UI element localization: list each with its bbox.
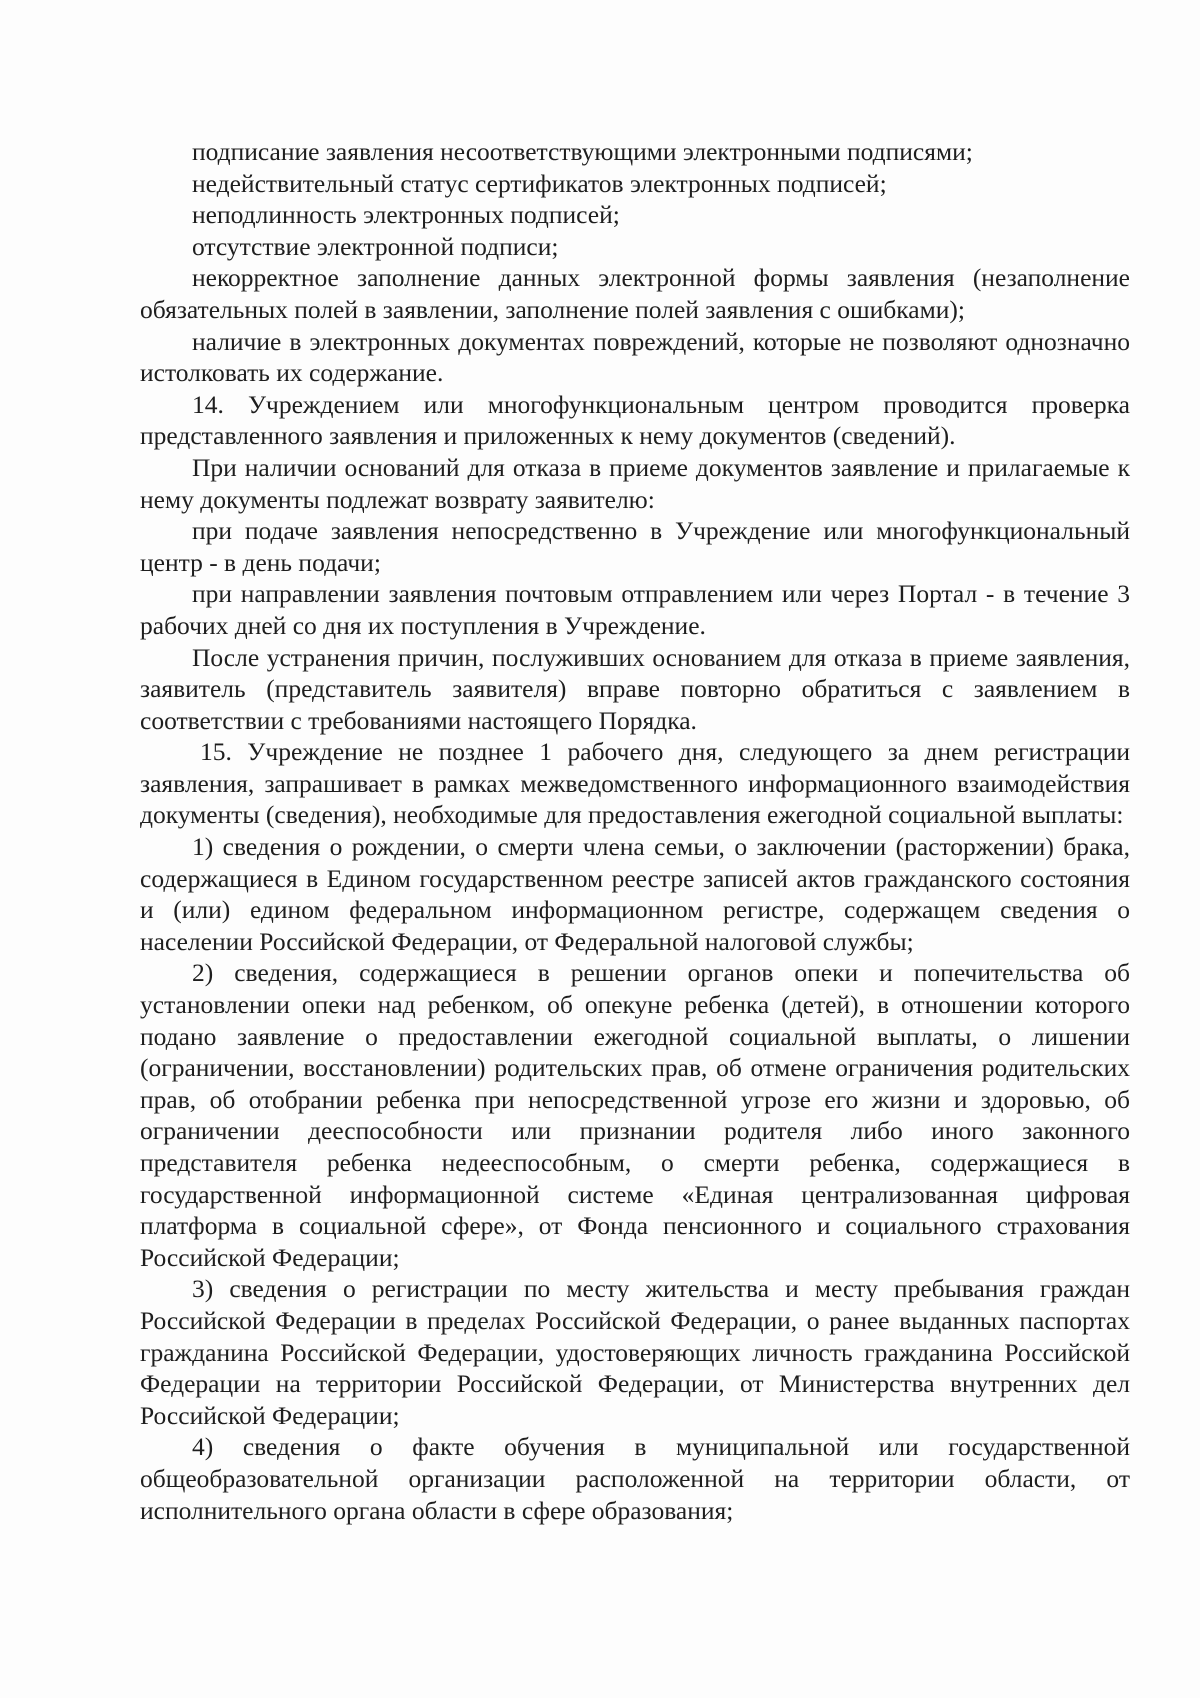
paragraph: наличие в электронных документах повреждений, которые не позволяют однозначно истолковать их содержание. (140, 326, 1130, 388)
paragraph: 14. Учреждением или многофункциональным центром проводится проверка представленного заявления и приложенных к нему документов (сведений). (140, 389, 1130, 451)
paragraph: 3) сведения о регистрации по месту жительства и месту пребывания граждан Российской Федерации в пределах Российской Федерации, о ранее выданных паспортах гражданина Российской Федерации, удостоверяющих личность гражданина Российской Федерации на территории Российской Федерации, от Министерства внутренних дел Российской Федерации; (140, 1274, 1130, 1430)
paragraph: отсутствие электронной подписи; (192, 231, 559, 261)
paragraph: 1) сведения о рождении, о смерти члена семьи, о заключении (расторжении) брака, содержащиеся в Едином государственном реестре записей актов гражданского состояния и (или) едином федеральном информационном регистре, содержащем сведения о населении Российской Федерации, от Федеральной налоговой службы; (140, 832, 1130, 956)
paragraph: подписание заявления несоответствующими электронными подписями; (192, 137, 973, 166)
paragraph: при направлении заявления почтовым отправлением или через Портал - в течение 3 рабочих дней со дня их поступления в Учреждение. (140, 579, 1130, 640)
paragraph: некорректное заполнение данных электронной формы заявления (незаполнение обязательных полей в заявлении, заполнение полей заявления с ошибками); (140, 263, 1130, 324)
paragraph: После устранения причин, послуживших основанием для отказа в приеме заявления, заявитель (представитель заявителя) вправе повторно обратиться с заявлением в соответствии с требованиями настоящего Порядка. (140, 642, 1130, 735)
paragraph: недействительный статус сертификатов электронных подписей; (192, 168, 887, 198)
paragraph: 4) сведения о факте обучения в муниципальной или государственной общеобразовательной организации расположенной на территории области, от исполнительного органа области в сфере образования; (140, 1432, 1130, 1525)
paragraph: 15. Учреждение не позднее 1 рабочего дня, следующего за днем регистрации заявления, запрашивает в рамках межведомственного информационного взаимодействия документы (сведения), необходимые для предоставления ежегодной социальной выплаты: (140, 737, 1130, 830)
paragraph: 2) сведения, содержащиеся в решении органов опеки и попечительства об установлении опеки над ребенком, об опекуне ребенка (детей), в отношении которого подано заявление о предоставлении ежегодной социальной выплаты, о лишении (ограничении, восстановлении) родительских прав, об отмене ограничения родительских прав, об отобрании ребенка при непосредственной угрозе его жизни и здоровью, об ограничении дееспособности или признании родителя либо иного законного представителя ребенка недееспособным, о смерти ребенка, содержащиеся в государственной информационной системе «Единая централизованная цифровая платформа в социальной сфере», от Фонда пенсионного и социального страхования Российской Федерации; (140, 958, 1130, 1272)
paragraph: При наличии оснований для отказа в приеме документов заявление и прилагаемые к нему документы подлежат возврату заявителю: (140, 452, 1130, 514)
paragraph: при подаче заявления непосредственно в Учреждение или многофункциональный центр - в день подачи; (140, 516, 1130, 577)
document-body (140, 136, 1130, 1526)
paragraph: неподлинность электронных подписей; (192, 200, 620, 230)
